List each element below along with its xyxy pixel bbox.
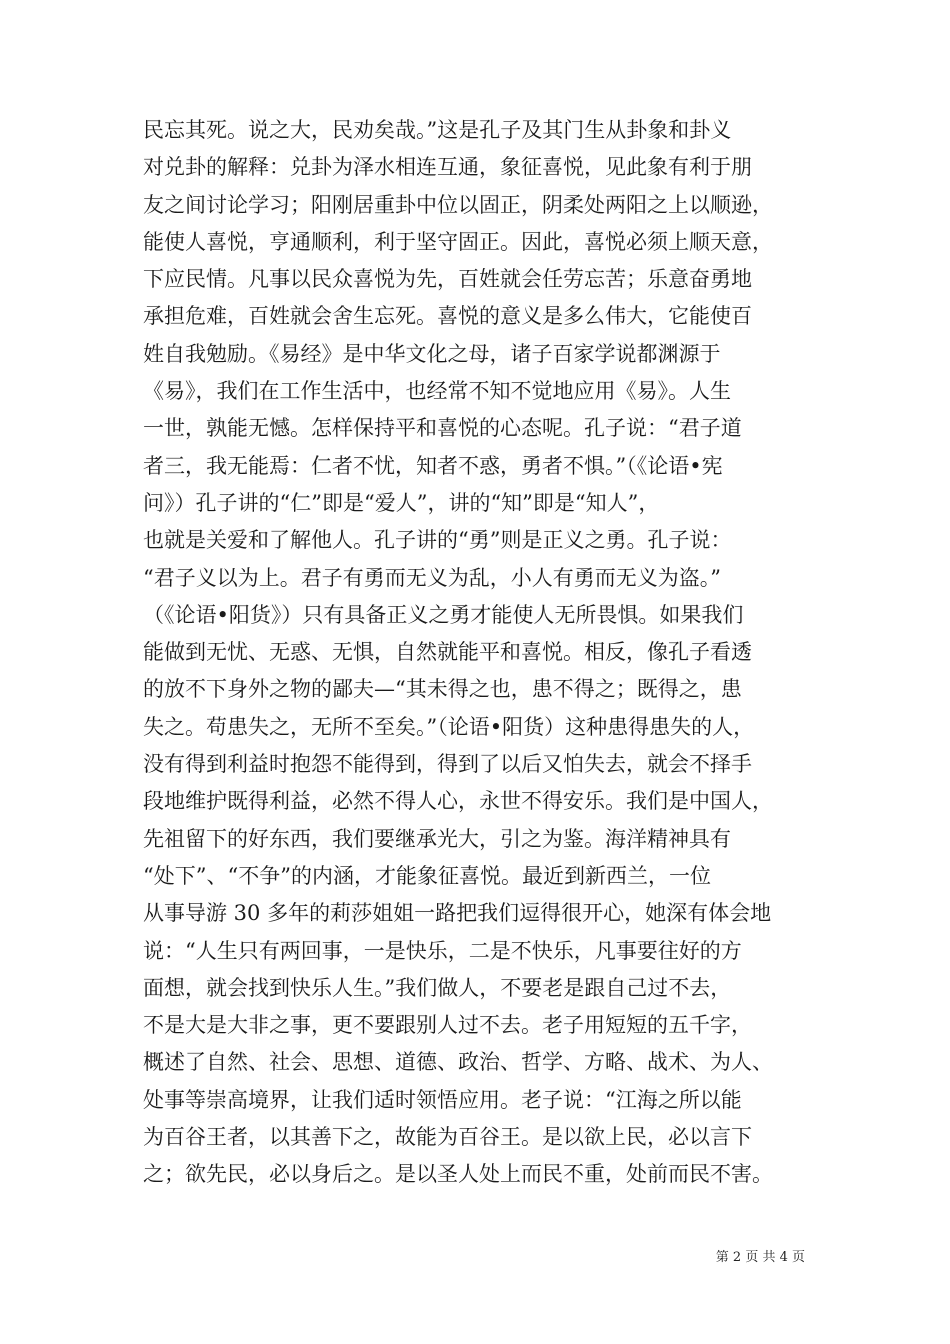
text-line: 承担危难，百姓就会舍生忘死。喜悦的意义是多么伟大，它能使百 xyxy=(143,304,752,329)
text-line: 对兑卦的解释：兑卦为泽水相连互通，象征喜悦，见此象有利于朋 xyxy=(143,155,752,180)
page-number: 第 2 页 共 4 页 xyxy=(715,1250,805,1265)
text-line: 友之间讨论学习；阳刚居重卦中位以固正，阴柔处两阳之上以顺逊， xyxy=(143,192,773,217)
text-line: 从事导游 30 多年的莉莎姐姐一路把我们逗得很开心，她深有体会地 xyxy=(143,901,772,926)
text-line: 没有得到利益时抱怨不能得到，得到了以后又怕失去，就会不择手 xyxy=(143,752,752,777)
text-line: （《论语•阳货》）只有具备正义之勇才能使人无所畏惧。如果我们 xyxy=(143,602,744,627)
body-text xyxy=(143,112,823,1194)
text-line: 能使人喜悦，亨通顺利，利于坚守固正。因此，喜悦必须上顺天意， xyxy=(143,229,773,254)
text-line: 不是大是大非之事，更不要跟别人过不去。老子用短短的五千字， xyxy=(143,1013,752,1038)
text-line: 处事等崇高境界，让我们适时领悟应用。老子说：“江海之所以能 xyxy=(143,1087,742,1112)
text-line: 的放不下身外之物的鄙夫—“其未得之也，患不得之；既得之，患 xyxy=(143,677,742,702)
text-line: 一世，孰能无憾。怎样保持平和喜悦的心态呢。孔子说：“君子道 xyxy=(143,416,742,441)
text-line: 能做到无忧、无惑、无惧，自然就能平和喜悦。相反，像孔子看透 xyxy=(143,640,752,665)
text-line: 下应民情。凡事以民众喜悦为先，百姓就会任劳忘苦；乐意奋勇地 xyxy=(143,267,752,292)
text-line: 之；欲先民，必以身后之。是以圣人处上而民不重，处前而民不害。 xyxy=(143,1162,773,1187)
text-line: 问》）孔子讲的“仁”即是“爱人”，讲的“知”即是“知人”， xyxy=(143,490,660,515)
text-line: 姓自我勉励。《易经》是中华文化之母，诸子百家学说都渊源于 xyxy=(143,341,721,366)
text-line: 说：“人生只有两回事，一是快乐，二是不快乐，凡事要往好的方 xyxy=(143,938,742,963)
text-line: “君子义以为上。君子有勇而无义为乱，小人有勇而无义为盗。” xyxy=(143,565,721,590)
text-line: 为百谷王者，以其善下之，故能为百谷王。是以欲上民，必以言下 xyxy=(143,1125,752,1150)
text-line: “处下”、“不争”的内涵，才能象征喜悦。最近到新西兰，一位 xyxy=(143,863,711,888)
text-line: 也就是关爱和了解他人。孔子讲的“勇”则是正义之勇。孔子说： xyxy=(143,528,732,553)
text-line: 先祖留下的好东西，我们要继承光大，引之为鉴。海洋精神具有 xyxy=(143,826,731,851)
text-line: 面想，就会找到快乐人生。”我们做人，不要老是跟自己过不去， xyxy=(143,975,732,1000)
text-line: 段地维护既得利益，必然不得人心，永世不得安乐。我们是中国人， xyxy=(143,789,773,814)
text-line: 失之。苟患失之，无所不至矣。”（论语•阳货）这种患得患失的人， xyxy=(143,714,755,739)
text-line: 《易》，我们在工作生活中，也经常不知不觉地应用《易》。人生 xyxy=(143,379,731,404)
text-line: 民忘其死。说之大，民劝矣哉。”这是孔子及其门生从卦象和卦义 xyxy=(143,118,732,142)
text-line: 者三，我无能焉：仁者不忧，知者不惑，勇者不惧。”（《论语•宪 xyxy=(143,453,723,478)
text-line: 概述了自然、社会、思想、道德、政治、哲学、方略、战术、为人、 xyxy=(143,1050,773,1075)
